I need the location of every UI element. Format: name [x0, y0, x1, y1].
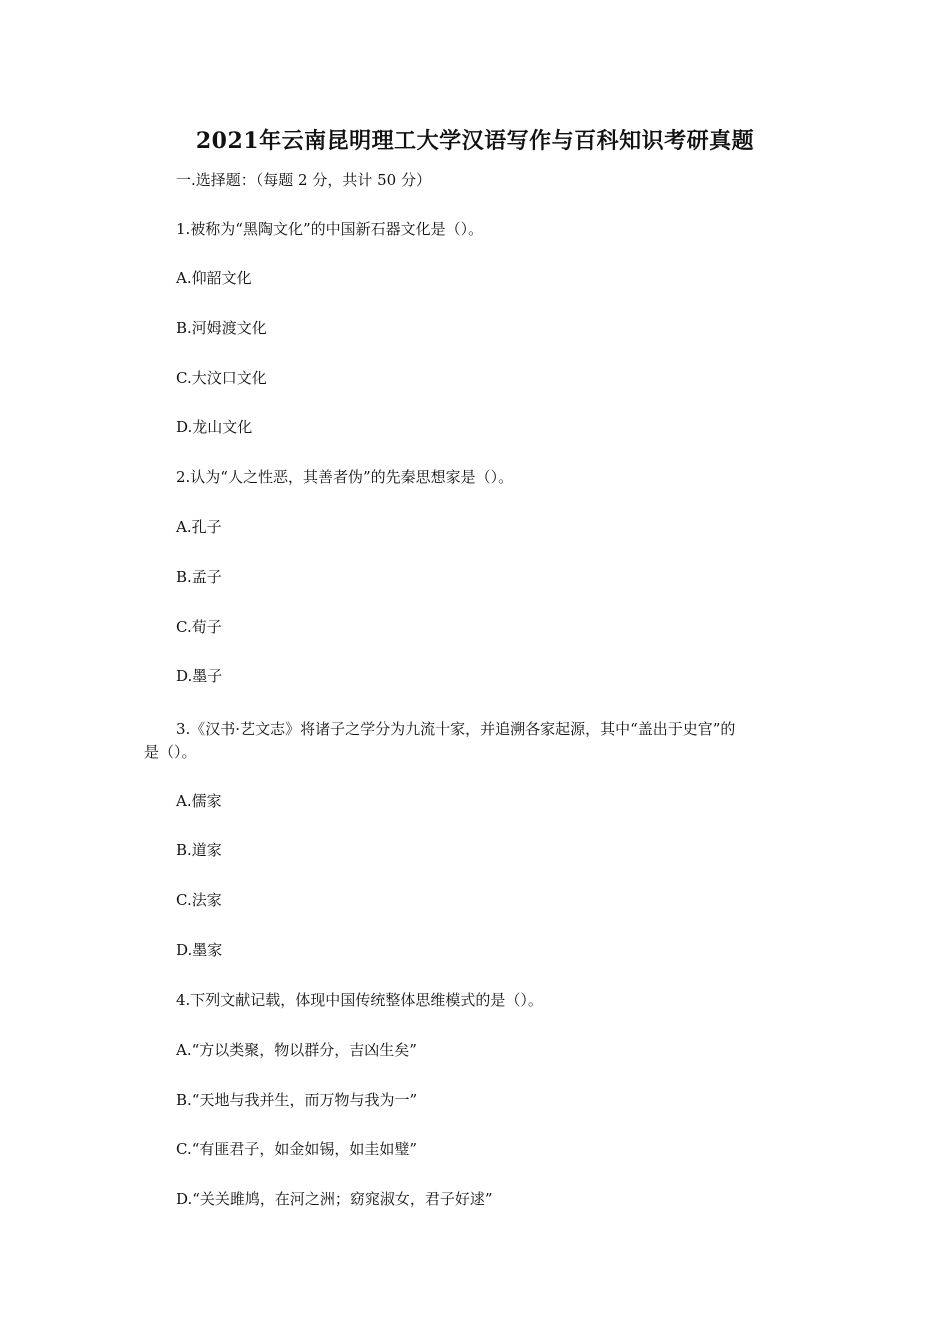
question-1-option-c: C.大汶口文化	[176, 369, 267, 387]
question-2-option-d: D.墨子	[176, 667, 223, 685]
question-2-stem: 2.认为“人之性恶，其善者伪”的先秦思想家是（）。	[176, 468, 514, 486]
document-title: 2021年云南昆明理工大学汉语写作与百科知识考研真题	[195, 128, 755, 154]
question-2-option-a: A.孔子	[176, 518, 222, 536]
question-4-option-b: B.“天地与我并生，而万物与我为一”	[176, 1091, 418, 1109]
question-1-option-a: A.仰韶文化	[176, 269, 252, 287]
question-4-option-c: C.“有匪君子，如金如锡，如圭如璧”	[176, 1140, 418, 1158]
question-3-stem-line1: 3.《汉书·艺文志》将诸子之学分为九流十家，并追溯各家起源，其中“盖出于史官”的	[176, 720, 736, 738]
question-1-option-b: B.河姆渡文化	[176, 319, 267, 337]
question-4-option-d: D.“关关雎鸠，在河之洲；窈窕淑女，君子好逑”	[176, 1190, 493, 1208]
question-3-stem-line2: 是（）。	[144, 743, 197, 761]
section-heading: 一.选择题：（每题 2 分，共计 50 分）	[176, 171, 431, 189]
question-2-option-b: B.孟子	[176, 568, 222, 586]
question-1-stem: 1.被称为“黑陶文化”的中国新石器文化是（）。	[176, 220, 484, 238]
question-3-option-b: B.道家	[176, 841, 222, 859]
question-4-stem: 4.下列文献记载，体现中国传统整体思维模式的是（）。	[176, 991, 543, 1009]
question-3-option-c: C.法家	[176, 891, 222, 909]
question-3-option-d: D.墨家	[176, 941, 223, 959]
question-3-option-a: A.儒家	[176, 792, 222, 810]
question-1-option-d: D.龙山文化	[176, 418, 253, 436]
question-2-option-c: C.荀子	[176, 618, 222, 636]
question-4-option-a: A.“方以类聚，物以群分，吉凶生矣”	[176, 1041, 417, 1059]
